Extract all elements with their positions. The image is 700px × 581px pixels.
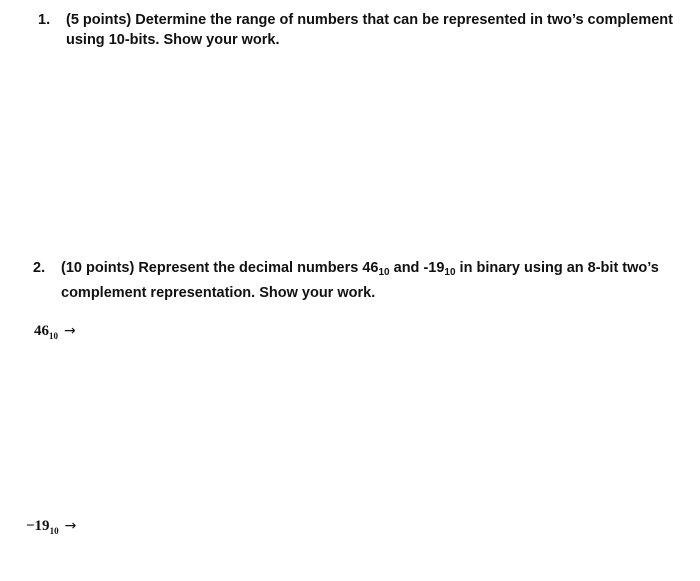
question-2-text-middle: and -19 <box>389 260 445 276</box>
answer-label-46 <box>34 322 76 345</box>
answer-46-value: 46 <box>34 323 49 339</box>
question-2-text-start: (10 points) Represent the decimal numbers 46 <box>61 260 379 276</box>
question-2-text-end: in binary using an 8-bit two’s complement representation. Show your work. <box>61 260 659 301</box>
answer-label-neg19 <box>26 517 76 540</box>
question-1 <box>38 10 688 50</box>
question-2-number: 2. <box>33 260 46 276</box>
question-2-subscript-b: 10 <box>444 267 456 278</box>
question-2-text <box>61 258 683 303</box>
question-2 <box>33 258 683 303</box>
right-arrow-icon: → <box>64 323 76 339</box>
question-1-number: 1. <box>38 12 51 28</box>
answer-neg19-value: −19 <box>26 518 50 534</box>
answer-46-base: 10 <box>49 331 58 341</box>
right-arrow-icon: → <box>64 518 77 534</box>
question-2-subscript-a: 10 <box>378 267 390 278</box>
answer-neg19-base: 10 <box>49 526 59 536</box>
question-1-text: (5 points) Determine the range of numbers that can be represented in two’s complement using 10-bits. Show your work. <box>66 12 673 48</box>
